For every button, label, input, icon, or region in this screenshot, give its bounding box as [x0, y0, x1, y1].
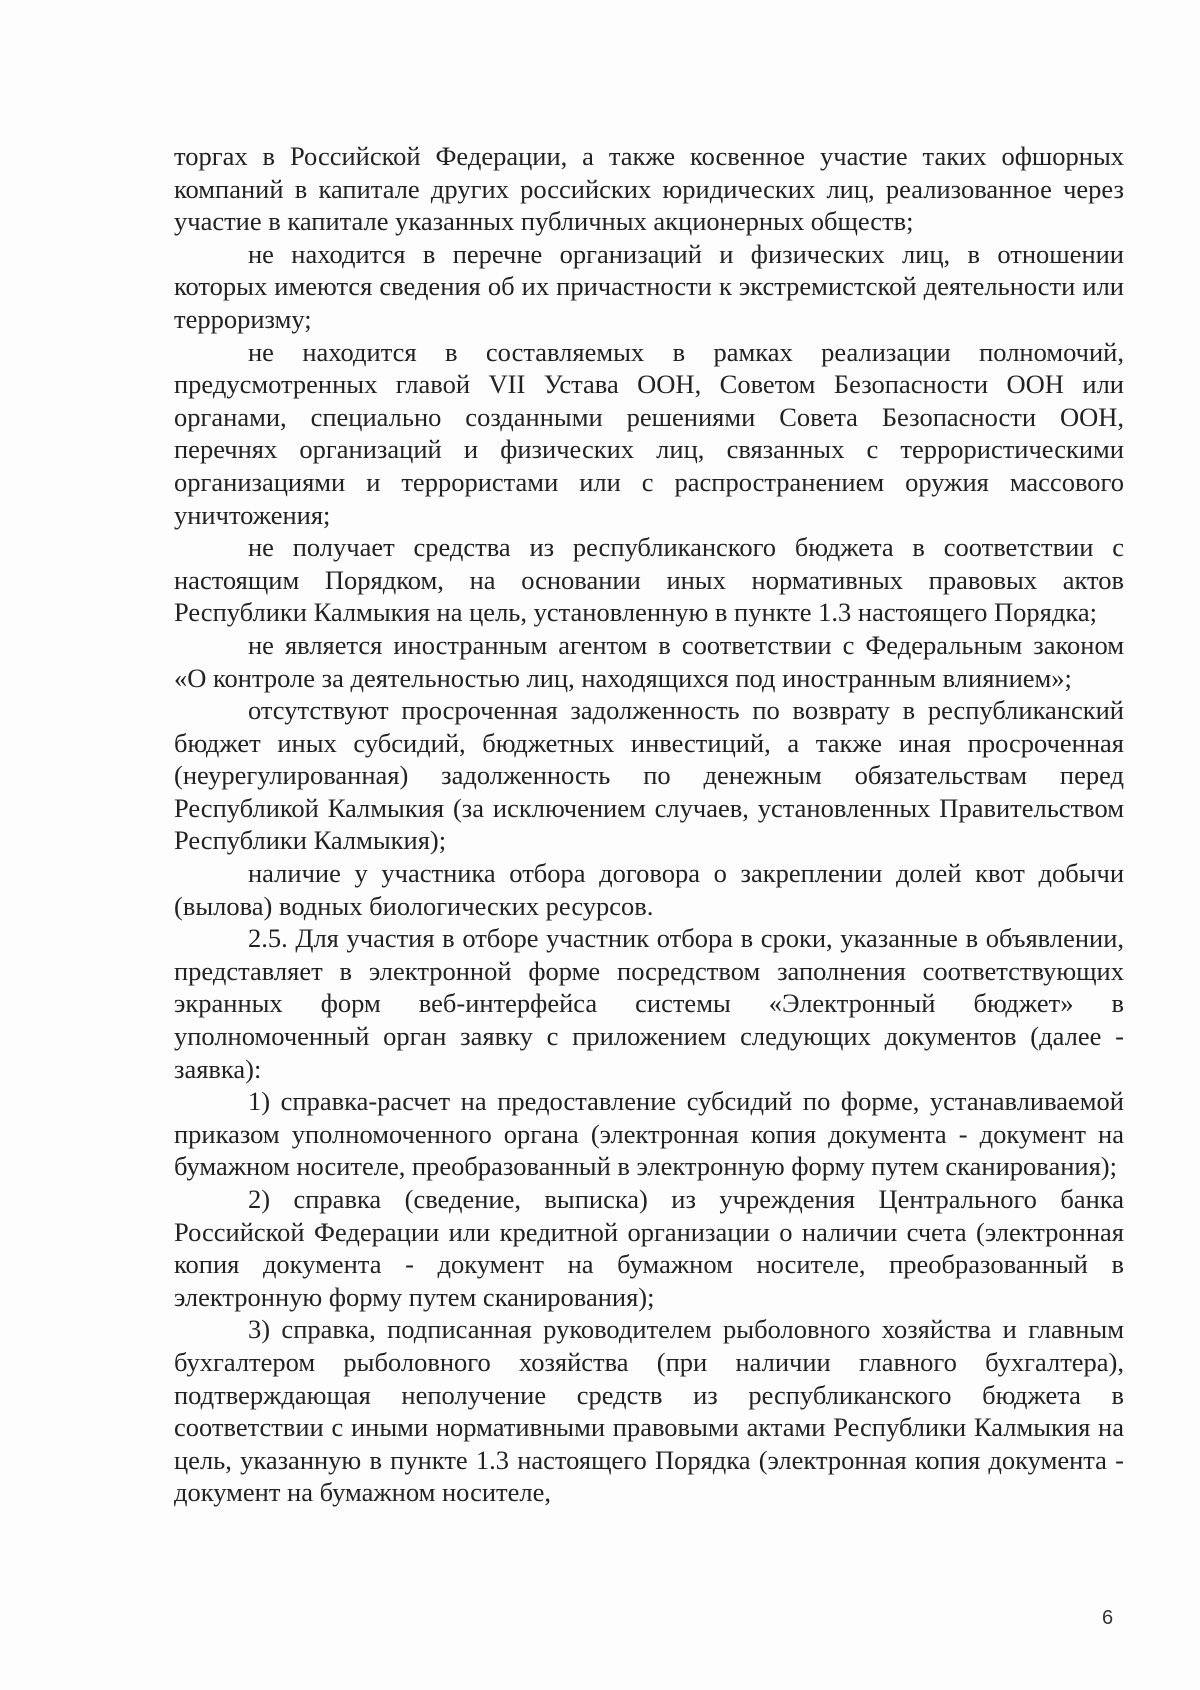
paragraph-overdue-debt: отсутствуют просроченная задолженность по возврату в республиканский бюджет иных субсидий, бюджетных инвестиций, а также иная просроченная (неурегулированная) задолженность по денежным обязательствам перед Республикой Калмыкия (за исключением случаев, установленных Правительством Республики Калмыкия);: [174, 695, 1124, 856]
paragraph-section-2-5: 2.5. Для участия в отборе участник отбора в сроки, указанные в объявлении, представляет в электронной форме посредством заполнения соответствующих экранных форм веб-интерфейса системы «Электронный бюджет» в уполномоченный орган заявку с приложением следующих документов (далее - заявка):: [174, 923, 1124, 1084]
paragraph-budget-funds: не получает средства из республиканского бюджета в соответствии с настоящим Порядком, на основании иных нормативных правовых актов Республики Калмыкия на цель, установленную в пункте 1.3 настоящего Порядка;: [174, 532, 1124, 628]
paragraph-item-1: 1) справка-расчет на предоставление субсидий по форме, устанавливаемой приказом уполномоченного органа (электронная копия документа - документ на бумажном носителе, преобразованный в электронную форму путем сканирования);: [174, 1086, 1124, 1182]
paragraph-foreign-agent: не является иностранным агентом в соответствии с Федеральным законом «О контроле за деятельностью лиц, находящихся под иностранным влиянием»;: [174, 629, 1124, 693]
page-number: 6: [1102, 1607, 1114, 1629]
paragraph-continuation: торгах в Российской Федерации, а также косвенное участие таких офшорных компаний в капитале других российских юридических лиц, реализованное через участие в капитале указанных публичных акционерных обществ;: [174, 141, 1124, 237]
paragraph-item-3: 3) справка, подписанная руководителем рыболовного хозяйства и главным бухгалтером рыболовного хозяйства (при наличии главного бухгалтера), подтверждающая неполучение средств из республиканского бюджета в соответствии с иными нормативными правовыми актами Республики Калмыкия на цель, указанную в пункте 1.3 настоящего Порядка (электронная копия документа - документ на бумажном носителе,: [174, 1314, 1124, 1508]
paragraph-item-2: 2) справка (сведение, выписка) из учреждения Центрального банка Российской Федерации или кредитной организации о наличии счета (электронная копия документа - документ на бумажном носителе, преобразованный в электронную форму путем сканирования);: [174, 1184, 1124, 1312]
paragraph-quota-contract: наличие у участника отбора договора о закреплении долей квот добычи (вылова) водных биологических ресурсов.: [174, 858, 1124, 921]
paragraph-extremism-list: не находится в перечне организаций и физических лиц, в отношении которых имеются сведения об их причастности к экстремистской деятельности или терроризму;: [174, 238, 1124, 334]
document-body: [174, 140, 1124, 1509]
paragraph-un-lists: не находится в составляемых в рамках реализации полномочий, предусмотренных главой VII Устава ООН, Советом Безопасности ООН или органами, специально созданными решениями Совета Безопасности ООН, перечнях организаций и физических лиц, связанных с террористическими организациями и террористами или с распространением оружия массового уничтожения;: [174, 336, 1124, 530]
